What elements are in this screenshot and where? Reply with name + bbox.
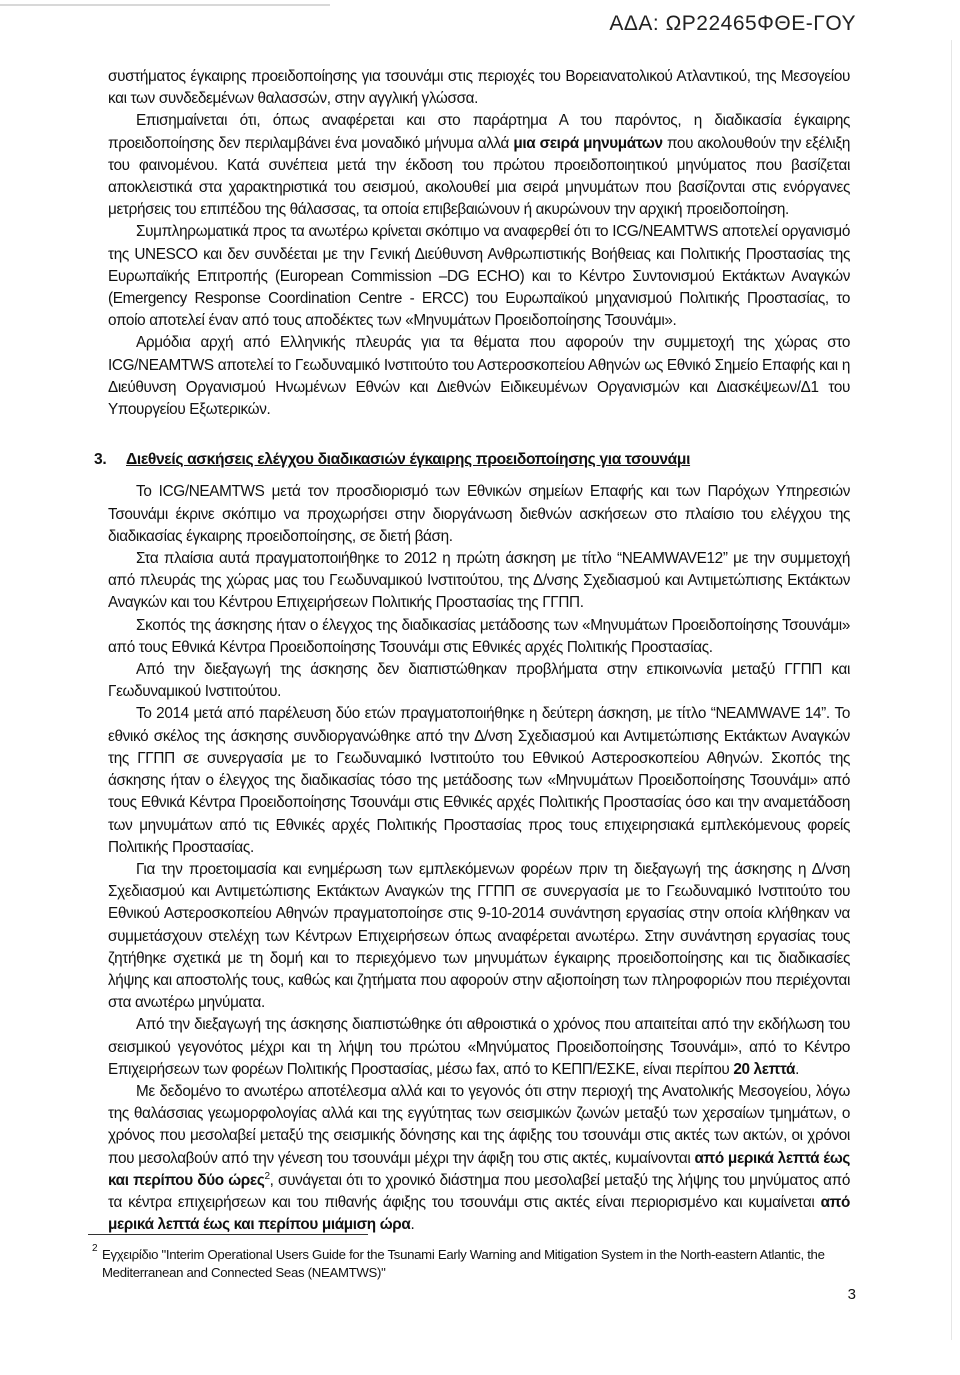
paragraph-text: Το 2014 μετά από παρέλευση δύο ετών πραγματοποιήθηκε η δεύτερη άσκηση, με τίτλο “NEAMWAVE 14”. Το εθνικό σκέλος της άσκησης συνδιοργανώθηκε από την Δ/νση Σχεδιασμού και Αντιμετώπισης Εκτάκτων Αναγκών της ΓΓΠΠ σε συνεργασία με το Γεωδυναμικό Ινστιτούτο του Εθνικού Αστεροσκοπείου Αθηνών. Σκοπός της άσκησης ήταν ο έλεγχος της διαδικασίας τόσο της μετάδοσης των «Μηνυμάτων Προειδοποίησης Τσουνάμι» από τους Εθνικά Κέντρα Προειδοποίησης Τσουνάμι στις Εθνικές αρχές Πολιτικής Προστασίας όσο και την αναμετάδοση των μηνυμάτων από τις Εθνικές αρχές Πολιτικής Προστασίας προς τους επιχειρησιακά εμπλεκόμενους φορείς Πολιτικής Προστασίας. xyxy=(108,705,850,856)
emphasis-text: από μερικά λεπτά έως και περίπου δύο ώρες xyxy=(108,1149,851,1189)
section-number: 3. xyxy=(94,451,107,469)
emphasis-text: από μερικά λεπτά έως και περίπου μιάμιση ώρα xyxy=(108,1193,850,1234)
paragraph xyxy=(108,659,850,703)
paragraph-text: Επισημαίνεται ότι, όπως αναφέρεται και στο παράρτημα Α του παρόντος, η διαδικασία έγκαιρης προειδοποίησης δεν περιλαμβάνει ένα μοναδικό μήνυμα αλλά xyxy=(108,112,850,152)
paragraph xyxy=(108,1014,850,1081)
footnote-reference[interactable]: 2 xyxy=(264,1170,270,1182)
paragraph-text: Το ICG/NEAMTWS μετά τον προσδιορισμό των Εθνικών σημείων Επαφής και των Παρόχων Υπηρεσιών Τσουνάμι έκρινε σκόπιμο να προχωρήσει στην διοργάνωση διεθνών ασκήσεων στο πλαίσιο του ελέγχου της διαδικασίας έγκαιρης προειδοποίησης, σε διετή βάση. xyxy=(108,483,850,545)
paragraph xyxy=(108,548,850,615)
paragraph xyxy=(108,859,850,1014)
paragraph xyxy=(108,703,850,858)
section-heading xyxy=(94,449,850,471)
scan-artifact xyxy=(0,4,330,6)
paragraph-continuation xyxy=(108,66,850,110)
paragraph-text: Για την προετοιμασία και ενημέρωση των εμπλεκόμενων φορέων πριν τη διεξαγωγή της άσκησης η Δ/νση Σχεδιασμού και Αντιμετώπισης Εκτάκτων Αναγκών της ΓΓΠΠ σε συνεργασία με το Γεωδυναμικό Ινστιτούτο του Εθνικού Αστεροσκοπείου Αθηνών πραγματοποίησε στις 9-10-2014 συνάντηση εργασίας στην οποία κλήθηκαν να συμμετάσχουν στελέχη των Κέντρων Επιχειρήσεων όπως αναφέρεται ανωτέρω. Στην συνάντηση εργασίας τους ζητήθηκε σχετικά με τη δομή και το περιεχόμενο των μηνυμάτων έγκαιρης προειδοποίησης και τις διαδικασίες λήψης και αποστολής τους, καθώς και ζητήματα που αφορούν στην αξιοποίηση των πληροφοριών που περιέχονται στα ανωτέρω μηνύματα. xyxy=(108,860,850,1012)
paragraph-text: Στα πλαίσια αυτά πραγματοποιήθηκε το 2012 η πρώτη άσκηση με τίτλο “NEAMWAVE12” με την συμμετοχή από πλευράς της χώρας μας του Γεωδυναμικού Ινστιτούτου, της Δ/νσης Σχεδιασμού και Αντιμετώπισης Εκτάκτων Αναγκών και του Κέντρου Επιχειρήσεων Πολιτικής Προστασίας της ΓΓΠΠ. xyxy=(108,550,850,612)
paragraph-text: Αρμόδια αρχή από Ελληνικής πλευράς για τα θέματα που αφορούν την συμμετοχή της χώρας στο ICG/NEAMTWS αποτελεί το Γεωδυναμικό Ινστιτούτο του Αστεροσκοπείου Αθηνών ως Εθνικό Σημείο Επαφής και η Διεύθυνση Οργανισμού Ηνωμένων Εθνών και Διεθνών Ειδικευμένων Οργανισμών και Διασκέψεων/Δ1 του Υπουργείου Εξωτερικών. xyxy=(108,334,850,419)
paragraph-text: , συνάγεται ότι το χρονικό διάστημα που μεσολαβεί μεταξύ της λήψης του μηνύματος από τα κέντρα επιχειρήσεων και του πιθανής άφιξης του τσουνάμι στις ακτές είναι περιορισμένο και κυμαίνεται xyxy=(108,1171,850,1211)
paragraph xyxy=(108,332,850,421)
emphasis-text: μια σειρά μηνυμάτων xyxy=(513,134,663,152)
emphasis-text: 20 λεπτά xyxy=(733,1060,796,1078)
paragraph-text: . xyxy=(410,1216,415,1234)
footnote-divider xyxy=(88,1234,368,1235)
paragraph xyxy=(108,221,850,332)
paragraph xyxy=(108,110,850,221)
paragraph-text: Συμπληρωματικά προς τα ανωτέρω κρίνεται σκόπιμο να αναφερθεί ότι το ICG/NEAMTWS αποτελεί οργανισμό της UNESCO και δεν συνδέεται με την Γενική Διεύθυνση Ανθρωπιστικής Βοήθειας και Πολιτικής Προστασίας της Ευρωπαϊκής Επιτροπής (European Commission –DG ECHO) και το Κέντρο Συντονισμού Εκτάκτων Αναγκών (Emergency Response Coordination Centre - ERCC) του Ευρωπαϊκού μηχανισμού Πολιτικής Προστασίας, το οποίο αποτελεί έναν από τους αποδέκτες των «Μηνυμάτων Προειδοποίησης Τσουνάμι». xyxy=(108,223,850,330)
footnote xyxy=(92,1243,842,1282)
ada-code: ΑΔΑ: ΩΡ22465ΦΘΕ-ΓΟΥ xyxy=(609,12,856,35)
document-body xyxy=(94,66,851,1236)
paragraph xyxy=(108,1081,850,1236)
section-title: Διεθνείς ασκήσεις ελέγχου διαδικασιών έγκαιρης προειδοποίησης για τσουνάμι xyxy=(126,451,691,469)
paragraph-text: Από την διεξαγωγή της άσκησης δεν διαπιστώθηκαν προβλήματα στην επικοινωνία μεταξύ ΓΓΠΠ και Γεωδυναμικού Ινστιτούτου. xyxy=(108,661,850,701)
paragraph-text: Με δεδομένο το ανωτέρω αποτέλεσμα αλλά και το γεγονός ότι στην περιοχή της Ανατολικής Μεσογείου, λόγω της θαλάσσιας γεωμορφολογίας αλλά και της εγγύτητας των σεισμικών ζωνών μεταξύ των χερσαίων τμημάτων, ο χρόνος που μεσολαβεί μεταξύ της σεισμικής δόνησης και της άφιξης του τσουνάμι στις ακτές των ακτών, οι χρόνοι που μεσολαβούν από την γένεση του τσουνάμι μέχρι την άφιξη του στις ακτές, κυμαίνονται xyxy=(108,1082,850,1167)
paragraph-text: Από την διεξαγωγή της άσκησης διαπιστώθηκε ότι αθροιστικά ο χρόνος που απαιτείται από την εκδήλωση του σεισμικού γεγονότος μέχρι και τη λήψη του πρώτου «Μηνύματος Προειδοποίησης Τσουνάμι», από το Κέντρο Επιχειρήσεων των φορέων Πολιτικής Προστασίας, μέσω fax, από το ΚΕΠΠ/ΕΣΚΕ, είναι περίπου xyxy=(108,1016,850,1078)
footnote-text: Εγχειρίδιο "Interim Operational Users Guide for the Tsunami Early Warning and Mitigation System in the North-eastern Atlantic, the Mediterranean and Connected Seas (NEAMTWS)" xyxy=(102,1247,825,1280)
footnote-mark: 2 xyxy=(92,1243,98,1254)
page-number: 3 xyxy=(847,1286,856,1303)
paragraph-text: . xyxy=(795,1060,799,1078)
paragraph xyxy=(108,615,850,659)
paragraph-text: συστήματος έγκαιρης προειδοποίησης για τσουνάμι στις περιοχές του Βορειανατολικού Ατλαντικού, της Μεσογείου και των συνδεδεμένων θαλασσών, στην αγγλική γλώσσα. xyxy=(108,68,850,108)
scan-edge-artifact xyxy=(951,40,952,1340)
paragraph xyxy=(108,481,850,548)
paragraph-text: Σκοπός της άσκησης ήταν ο έλεγχος της διαδικασίας μετάδοσης των «Μηνυμάτων Προειδοποίησης Τσουνάμι» από τους Εθνικά Κέντρα Προειδοποίησης Τσουνάμι στις Εθνικές αρχές Πολιτικής Προστασίας. xyxy=(108,616,850,656)
paragraph-text: που ακολουθούν την εξέλιξη του φαινομένου. Κατά συνέπεια μετά την έκδοση του πρώτου προειδοποιητικού μηνύματος που βασίζεται αποκλειστικά στα χαρακτηριστικά του σεισμού, ακολουθεί μια σειρά μηνυμάτων που βασίζονται στις ενόργανες μετρήσεις του επιπέδου της θάλασσας, τα οποία επιβεβαιώνουν ή ακυρώνουν την αρχική προειδοποίηση. xyxy=(108,134,850,219)
